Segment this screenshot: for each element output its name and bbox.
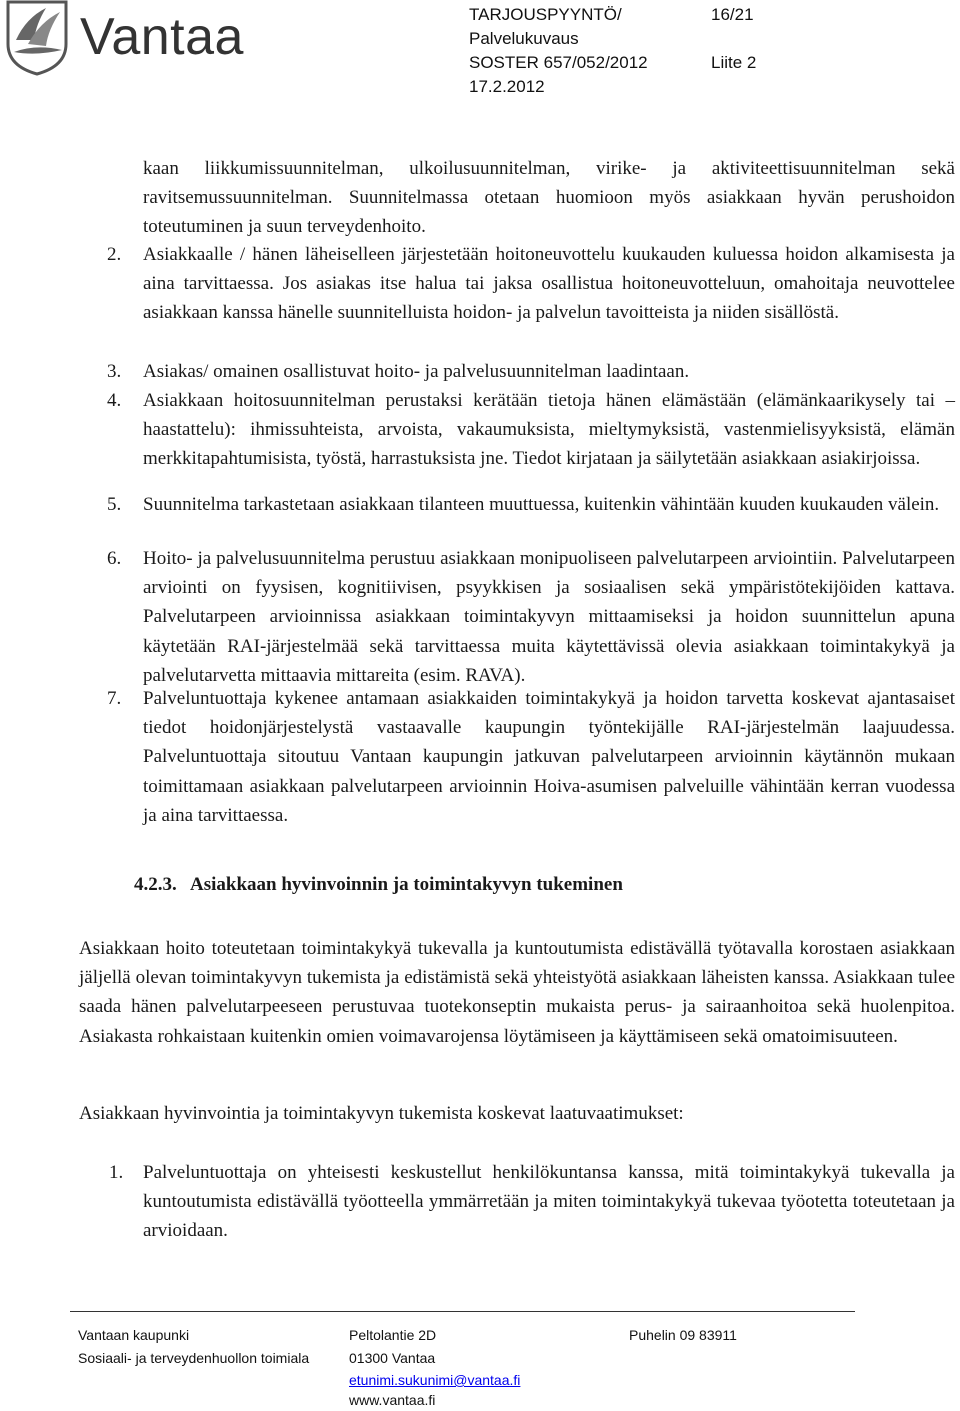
footer-street: Peltolantie 2D [349, 1327, 437, 1343]
attachment-label: Liite 2 [711, 53, 757, 72]
footer-phone: Puhelin 09 83911 [629, 1327, 737, 1343]
list-item-text: Asiakas/ omainen osallistuvat hoito- ja palvelusuunnitelman laadintaan. [143, 361, 690, 382]
list-item-continuation: kaan liikkumissuunnitelman, ulkoilusuunnitelman, virike- ja aktiviteettisuunnitelman sekä ravitsemussuunnitelman. Suunnitelmassa otetaan huomioon myös asiakkaan hyvän perushoidon toteutuminen ja suun terveydenhoito. [143, 158, 955, 238]
vantaa-logo-text: Vantaa [80, 8, 244, 66]
list-number: 6. [107, 548, 122, 569]
footer-org: Vantaan kaupunki [78, 1327, 190, 1343]
doc-reference: SOSTER 657/052/2012 [469, 53, 648, 72]
list-item-text: Asiakkaalle / hänen läheiselleen järjestetään hoitoneuvottelu kuukauden kuluessa hoidon alkamisesta ja aina tarvittaessa. Jos asiakas itse halua tai jaksa osallistua hoitoneuvotteluun, omahoitaja neuvottelee asiakkaan kanssa hänelle suunnitelluista hoidon- ja palvelun tavoitteista ja niiden sisällöstä. [143, 244, 955, 324]
footer-email-link[interactable]: etunimi.sukunimi@vantaa.fi [349, 1372, 521, 1388]
list-number: 4. [107, 390, 122, 411]
doc-date: 17.2.2012 [469, 77, 545, 96]
list-number: 3. [107, 361, 122, 382]
footer-dept: Sosiaali- ja terveydenhuollon toimiala [78, 1350, 310, 1366]
list-number: 7. [107, 688, 122, 709]
list-item-text: Palveluntuottaja kykenee antamaan asiakkaiden toimintakykyä ja hoidon tarvetta koskevat ajantasaiset tiedot hoidonjärjestelystä vastaavalle kaupungin työntekijälle RAI-järjestelmän laajuudessa. Palveluntuottaja sitoutuu Vantaan kaupungin jatkuvan palvelutarpeen arvioinnin käytännön mukaan toimittamaan asiakkaan palvelutarpeen arvioinnin Hoiva-asumisen palveluille vähintään kerran vuodessa ja aina tarvittaessa. [143, 688, 955, 826]
vantaa-logo-icon [6, 0, 68, 76]
footer-web: www.vantaa.fi [349, 1392, 436, 1408]
section-paragraph: Asiakkaan hoito toteutetaan toimintakykyä tukevalla ja kuntoutumista edistävällä työtavalla korostaen asiakkaan jäljellä olevan toimintakyvyn tukemista ja edistämistä sekä yhteistyötä asiakkaan läheisten kanssa. Asiakkaan tulee saada hänen palvelutarpeeseen perustuvaa tuotekonseptin mukaista perus- ja sairaanhoitoa sekä huolenpitoa. Asiakasta rohkaistaan kuitenkin omien voimavarojensa löytämiseen ja käyttämiseen sekä omatoimisuuteen. [79, 938, 955, 1047]
list-item-text: Suunnitelma tarkastetaan asiakkaan tilanteen muuttuessa, kuitenkin vähintään kuuden kuukauden välein. [143, 494, 940, 515]
footer-postal: 01300 Vantaa [349, 1350, 436, 1366]
doc-subtitle: Palvelukuvaus [469, 29, 579, 48]
section-number: 4.2.3. [134, 874, 177, 895]
list-item-text: Hoito- ja palvelusuunnitelma perustuu asiakkaan monipuoliseen palvelutarpeen arviointiin. Palvelutarpeen arviointi on fyysisen, kognitiivisen, psyykkisen ja sosiaalisen sekä ympäristötekijöiden kattava. Palvelutarpeen arvioinnissa asiakkaan toimintakyvyn mittaamiseksi ja hoidon suunnittelun apuna käytetään RAI-järjestelmää sekä tarvittaessa muita käytettävissä olevia asiakkaan toimintakykyä ja palvelutarvetta mittaavia mittareita (esim. RAVA). [143, 548, 955, 686]
list-item-text: Asiakkaan hoitosuunnitelman perustaksi kerätään tietoja hänen elämästään (elämänkaarikysely tai – haastattelu): ihmissuhteista, arvoista, vakaumuksista, mieltymyksistä, vastenmielisyyksistä, elämän merkkitapahtumisista, työstä, harrastuksista jne. Tiedot kirjataan ja säilytetään asiakkaan asiakirjoissa. [143, 390, 955, 470]
page-number: 16/21 [711, 5, 754, 24]
list-number: 5. [107, 494, 122, 515]
list-number: 2. [107, 244, 122, 265]
doc-type: TARJOUSPYYNTÖ/ [469, 5, 622, 24]
list-number: 1. [109, 1162, 124, 1183]
list-item-text: Palveluntuottaja on yhteisesti keskustellut henkilökuntansa kanssa, mitä toimintakykyä tukevalla ja kuntoutumista edistävällä työotteella ymmärretään ja miten toimintakykyä tukevaa työotetta toteutetaan ja arvioidaan. [143, 1162, 955, 1242]
footer-divider [70, 1311, 855, 1312]
requirements-intro: Asiakkaan hyvinvointia ja toimintakyvyn tukemista koskevat laatuvaatimukset: [79, 1103, 684, 1124]
section-title: Asiakkaan hyvinvoinnin ja toimintakyvyn tukeminen [190, 874, 623, 895]
